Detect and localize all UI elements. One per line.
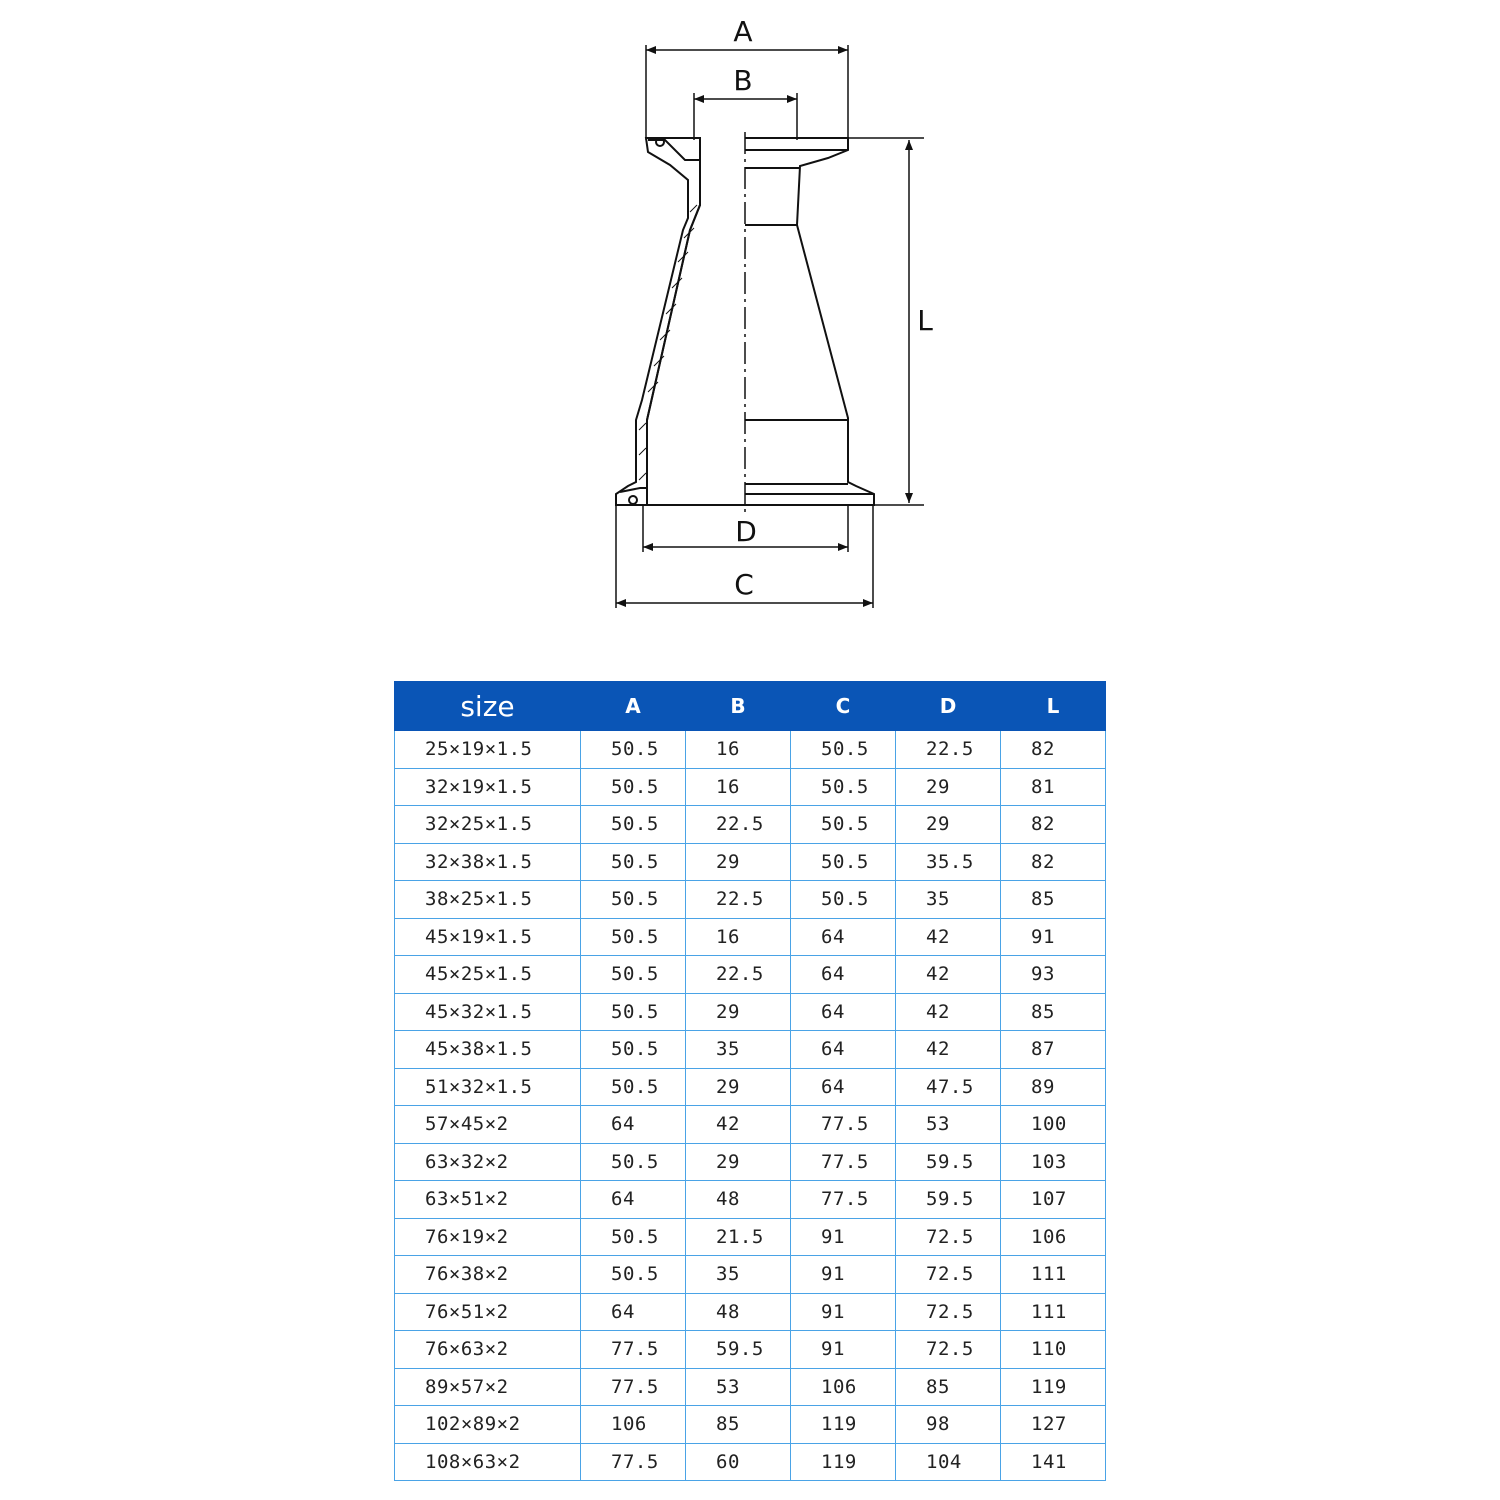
header-d: D: [896, 682, 1001, 731]
cell-c: 77.5: [791, 1106, 896, 1144]
cell-b: 29: [686, 843, 791, 881]
cell-b: 22.5: [686, 806, 791, 844]
cell-d: 35: [896, 881, 1001, 919]
cell-size: 32×38×1.5: [395, 843, 581, 881]
table-row: [395, 806, 1106, 844]
cell-c: 91: [791, 1218, 896, 1256]
reducer-technical-drawing: [0, 0, 1500, 660]
cell-d: 72.5: [896, 1293, 1001, 1331]
reducer-right-body: [745, 138, 874, 505]
cell-b: 16: [686, 731, 791, 769]
cell-b: 16: [686, 918, 791, 956]
cell-c: 50.5: [791, 843, 896, 881]
cell-d: 59.5: [896, 1143, 1001, 1181]
dim-label-d: D: [735, 515, 757, 548]
cell-b: 21.5: [686, 1218, 791, 1256]
cell-b: 59.5: [686, 1331, 791, 1369]
cell-b: 85: [686, 1406, 791, 1444]
cell-d: 29: [896, 768, 1001, 806]
cell-d: 59.5: [896, 1181, 1001, 1219]
cell-b: 29: [686, 993, 791, 1031]
cell-a: 50.5: [581, 881, 686, 919]
table-row: [395, 1143, 1106, 1181]
cell-l: 103: [1001, 1143, 1106, 1181]
cell-b: 29: [686, 1068, 791, 1106]
cell-b: 22.5: [686, 956, 791, 994]
table-row: [395, 1406, 1106, 1444]
table-row: [395, 1443, 1106, 1481]
cell-b: 60: [686, 1443, 791, 1481]
cell-size: 76×38×2: [395, 1256, 581, 1294]
cell-b: 16: [686, 768, 791, 806]
cell-a: 77.5: [581, 1331, 686, 1369]
cell-l: 119: [1001, 1368, 1106, 1406]
cell-size: 45×19×1.5: [395, 918, 581, 956]
cell-l: 100: [1001, 1106, 1106, 1144]
cell-l: 93: [1001, 956, 1106, 994]
cell-a: 106: [581, 1406, 686, 1444]
cell-size: 89×57×2: [395, 1368, 581, 1406]
cell-b: 42: [686, 1106, 791, 1144]
cell-a: 64: [581, 1181, 686, 1219]
cell-l: 89: [1001, 1068, 1106, 1106]
header-c: C: [791, 682, 896, 731]
cell-d: 72.5: [896, 1256, 1001, 1294]
cell-size: 102×89×2: [395, 1406, 581, 1444]
cell-a: 50.5: [581, 731, 686, 769]
cell-b: 35: [686, 1031, 791, 1069]
cell-size: 45×38×1.5: [395, 1031, 581, 1069]
cell-l: 82: [1001, 731, 1106, 769]
cell-a: 50.5: [581, 806, 686, 844]
cell-size: 25×19×1.5: [395, 731, 581, 769]
cell-d: 98: [896, 1406, 1001, 1444]
cell-c: 50.5: [791, 881, 896, 919]
cell-l: 85: [1001, 993, 1106, 1031]
cell-a: 77.5: [581, 1368, 686, 1406]
cell-size: 63×32×2: [395, 1143, 581, 1181]
cell-size: 57×45×2: [395, 1106, 581, 1144]
cell-c: 77.5: [791, 1143, 896, 1181]
cell-size: 38×25×1.5: [395, 881, 581, 919]
cell-size: 32×25×1.5: [395, 806, 581, 844]
cell-size: 45×32×1.5: [395, 993, 581, 1031]
cell-l: 107: [1001, 1181, 1106, 1219]
table-row: [395, 993, 1106, 1031]
cell-l: 110: [1001, 1331, 1106, 1369]
header-l: L: [1001, 682, 1106, 731]
cell-b: 29: [686, 1143, 791, 1181]
cell-a: 64: [581, 1106, 686, 1144]
cell-d: 85: [896, 1368, 1001, 1406]
cell-l: 82: [1001, 806, 1106, 844]
cell-d: 42: [896, 956, 1001, 994]
cell-d: 22.5: [896, 731, 1001, 769]
bottom-clamp-groove: [629, 496, 637, 504]
cell-a: 50.5: [581, 918, 686, 956]
cell-b: 22.5: [686, 881, 791, 919]
cell-a: 77.5: [581, 1443, 686, 1481]
cell-c: 77.5: [791, 1181, 896, 1219]
cell-d: 72.5: [896, 1331, 1001, 1369]
table-row: [395, 1368, 1106, 1406]
cell-d: 47.5: [896, 1068, 1001, 1106]
table-row: [395, 1218, 1106, 1256]
cell-c: 64: [791, 1068, 896, 1106]
table-row: [395, 768, 1106, 806]
cell-l: 82: [1001, 843, 1106, 881]
cell-d: 35.5: [896, 843, 1001, 881]
cell-c: 64: [791, 956, 896, 994]
table-row: [395, 1068, 1106, 1106]
table-row: [395, 1293, 1106, 1331]
table-row: [395, 1106, 1106, 1144]
table-row: [395, 1256, 1106, 1294]
cell-size: 63×51×2: [395, 1181, 581, 1219]
cell-l: 111: [1001, 1256, 1106, 1294]
cell-size: 51×32×1.5: [395, 1068, 581, 1106]
reducer-left-wall-inner: [647, 140, 700, 505]
cell-a: 50.5: [581, 843, 686, 881]
cell-d: 42: [896, 918, 1001, 956]
reducer-left-wall: [616, 138, 700, 505]
table-row: [395, 956, 1106, 994]
cell-b: 48: [686, 1181, 791, 1219]
cell-c: 91: [791, 1256, 896, 1294]
header-b: B: [686, 682, 791, 731]
table-row: [395, 881, 1106, 919]
table-row: [395, 1331, 1106, 1369]
dim-label-b: B: [733, 64, 753, 97]
cell-a: 50.5: [581, 1143, 686, 1181]
cell-d: 29: [896, 806, 1001, 844]
cell-a: 50.5: [581, 956, 686, 994]
cell-d: 42: [896, 993, 1001, 1031]
cell-a: 50.5: [581, 993, 686, 1031]
table-row: [395, 843, 1106, 881]
dimension-table: [394, 681, 1106, 1481]
table-row: [395, 731, 1106, 769]
cell-l: 87: [1001, 1031, 1106, 1069]
header-size: size: [395, 682, 581, 731]
cell-b: 53: [686, 1368, 791, 1406]
cell-a: 50.5: [581, 1031, 686, 1069]
cell-c: 64: [791, 918, 896, 956]
cell-a: 64: [581, 1293, 686, 1331]
table-header-row: [395, 682, 1106, 731]
cell-c: 50.5: [791, 731, 896, 769]
cell-l: 81: [1001, 768, 1106, 806]
dim-label-l: L: [917, 304, 933, 337]
cell-l: 85: [1001, 881, 1106, 919]
cell-c: 50.5: [791, 806, 896, 844]
cell-b: 48: [686, 1293, 791, 1331]
cell-c: 106: [791, 1368, 896, 1406]
header-a: A: [581, 682, 686, 731]
cell-l: 91: [1001, 918, 1106, 956]
cell-size: 45×25×1.5: [395, 956, 581, 994]
cell-l: 106: [1001, 1218, 1106, 1256]
cell-d: 42: [896, 1031, 1001, 1069]
cell-c: 91: [791, 1293, 896, 1331]
cell-a: 50.5: [581, 1218, 686, 1256]
cell-l: 127: [1001, 1406, 1106, 1444]
table-row: [395, 1181, 1106, 1219]
cell-c: 64: [791, 993, 896, 1031]
table-row: [395, 1031, 1106, 1069]
cell-a: 50.5: [581, 1068, 686, 1106]
cell-d: 104: [896, 1443, 1001, 1481]
cell-c: 119: [791, 1406, 896, 1444]
cell-d: 53: [896, 1106, 1001, 1144]
cell-c: 64: [791, 1031, 896, 1069]
dim-label-a: A: [733, 15, 753, 48]
cell-a: 50.5: [581, 768, 686, 806]
cell-a: 50.5: [581, 1256, 686, 1294]
cell-size: 76×19×2: [395, 1218, 581, 1256]
cell-b: 35: [686, 1256, 791, 1294]
cell-c: 119: [791, 1443, 896, 1481]
dim-label-c: C: [734, 568, 754, 601]
cell-size: 76×63×2: [395, 1331, 581, 1369]
cell-c: 50.5: [791, 768, 896, 806]
cell-l: 141: [1001, 1443, 1106, 1481]
cell-size: 76×51×2: [395, 1293, 581, 1331]
cell-l: 111: [1001, 1293, 1106, 1331]
cell-size: 32×19×1.5: [395, 768, 581, 806]
cell-d: 72.5: [896, 1218, 1001, 1256]
table-row: [395, 918, 1106, 956]
cell-size: 108×63×2: [395, 1443, 581, 1481]
cell-c: 91: [791, 1331, 896, 1369]
